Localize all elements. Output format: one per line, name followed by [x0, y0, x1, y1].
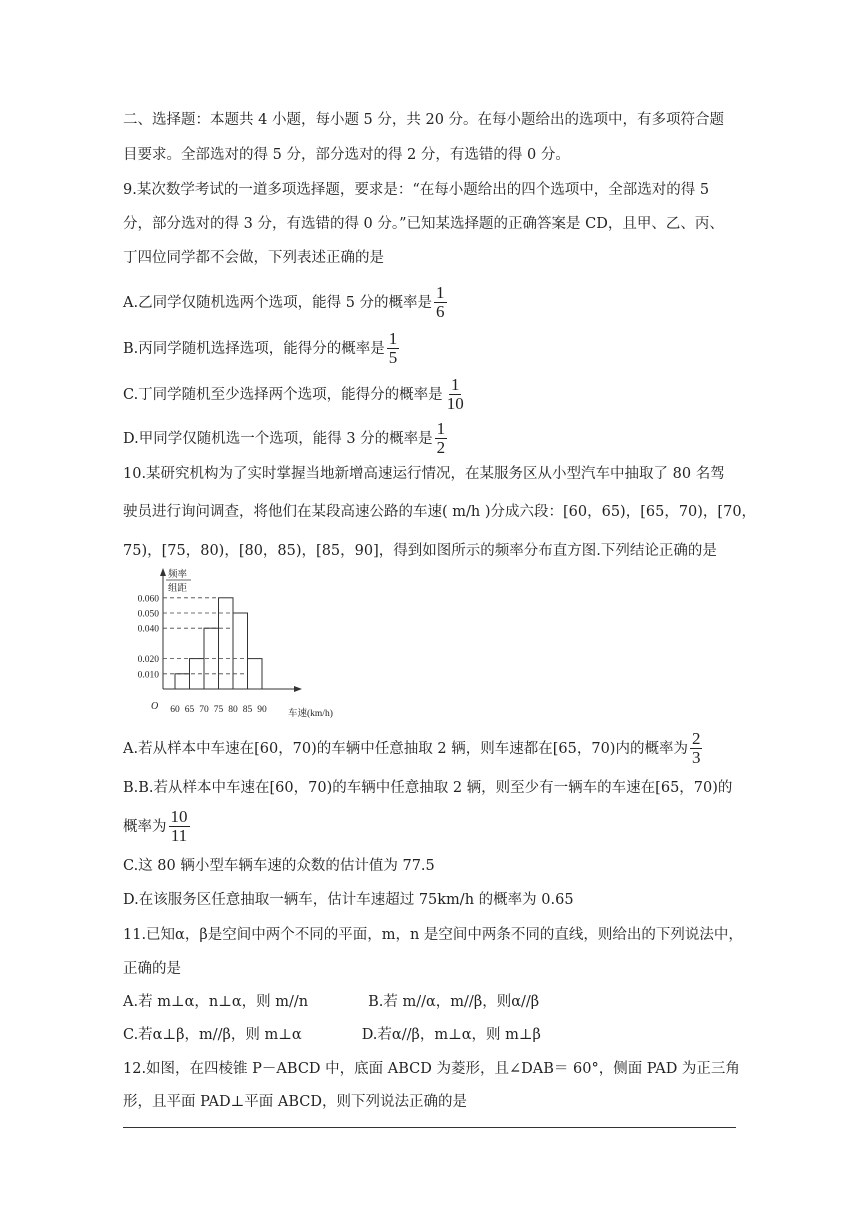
q9-option-d-fraction	[435, 420, 448, 457]
x-axis-label: 车速(km/h)	[288, 709, 333, 719]
q11-option-c: C.若α⊥β，m//β，则 m⊥α	[123, 1027, 302, 1043]
x-tick-label: 85	[242, 705, 253, 715]
q9-option-c	[123, 376, 466, 413]
histogram-bar	[175, 674, 190, 689]
q10-option-b-line-2	[123, 808, 190, 845]
q11-option-a: A.若 m⊥α，n⊥α，则 m//n	[123, 994, 309, 1010]
q10-option-b-line-1: B.B.若从样本中车速在[60，70)的车辆中任意抽取 2 辆，则至少有一辆车的车速在[65，70)的	[123, 780, 733, 796]
x-tick-label: 75	[213, 705, 224, 715]
q11-option-b: B.若 m//α，m//β，则α//β	[368, 994, 540, 1010]
q9-stem-line-3: 丁四位同学都不会做，下列表述正确的是	[123, 250, 384, 266]
fraction-denominator: 2	[436, 438, 446, 457]
fraction-denominator: 5	[388, 348, 398, 367]
fraction-numerator: 2	[691, 729, 701, 748]
q9-option-b-text: B.丙同学随机选择选项，能得分的概率是	[123, 340, 385, 357]
y-axis-label-top: 频率	[168, 570, 188, 580]
x-tick-label: 80	[228, 705, 238, 715]
q9-option-d	[123, 420, 447, 457]
histogram-bar	[248, 659, 263, 689]
q12-stem-line-2: 形，且平面 PAD⊥平面 ABCD，则下列说法正确的是	[123, 1094, 467, 1110]
q12-stem-line-1: 12.如图，在四棱锥 P－ABCD 中，底面 ABCD 为菱形，且∠DAB＝ 60°，侧面 PAD 为正三角	[123, 1061, 740, 1077]
section-header-line-1: 二、选择题：本题共 4 小题，每小题 5 分，共 20 分。在每小题给出的选项中，有多项符合题	[123, 112, 725, 128]
x-tick-label: 60	[170, 705, 180, 715]
q11-options-row-2	[123, 1025, 541, 1045]
q10-option-a	[123, 730, 702, 767]
fraction-denominator: 11	[170, 826, 188, 845]
origin-label: O	[151, 701, 159, 712]
x-tick-label: 70	[199, 705, 209, 715]
q10-option-a-text: A.若从样本中车速在[60，70)的车辆中任意抽取 2 辆，则车速都在[65，70)内的概率为	[123, 740, 688, 757]
q10-option-b-text: 概率为	[123, 818, 167, 835]
q9-option-c-text: C.丁同学随机至少选择两个选项，能得分的概率是	[123, 386, 443, 403]
q9-option-a	[123, 284, 447, 321]
fraction-denominator: 3	[691, 748, 701, 767]
y-tick-label: 0.010	[137, 670, 159, 681]
page-bottom-rule	[123, 1127, 736, 1128]
q9-stem-line-2: 分，部分选对的得 3 分，有选错的得 0 分。”已知某选择题的正确答案是 CD，且甲、乙、丙、	[123, 216, 724, 232]
fraction-denominator: 6	[436, 302, 445, 321]
fraction-numerator: 10	[170, 807, 188, 826]
y-axis-arrow	[160, 568, 166, 576]
y-axis-label-bottom: 组距	[168, 584, 188, 594]
fraction-numerator: 1	[436, 419, 446, 438]
q10-option-d: D.在该服务区任意抽取一辆车，估计车速超过 75km/h 的概率为 0.65	[123, 892, 574, 908]
q11-stem-line-1: 11.已知α，β是空间中两个不同的平面，m，n 是空间中两条不同的直线，则给出的下列说法中，	[123, 927, 743, 943]
frequency-histogram	[120, 562, 370, 722]
q11-option-d: D.若α//β，m⊥α，则 m⊥β	[361, 1027, 541, 1043]
histogram-bar	[233, 613, 248, 689]
q10-option-a-fraction	[690, 730, 703, 767]
q9-option-d-text: D.甲同学仅随机选一个选项，能得 3 分的概率是	[123, 430, 433, 447]
q10-stem-line-1: 10.某研究机构为了实时掌握当地新增高速运行情况，在某服务区从小型汽车中抽取了 80 名驾	[123, 466, 725, 482]
q11-options-row-1	[123, 992, 539, 1012]
q9-option-c-fraction	[445, 376, 466, 413]
q9-stem-line-1: 9.某次数学考试的一道多项选择题，要求是：“在每小题给出的四个选项中，全部选对的得 5	[123, 182, 710, 198]
y-tick-label: 0.050	[137, 609, 159, 620]
q10-stem-line-2: 驶员进行询问调查，将他们在某段高速公路的车速( m/h )分成六段：[60，65)，[65，70)，[70，	[123, 504, 757, 520]
x-tick-label: 65	[184, 705, 195, 715]
fraction-numerator: 1	[450, 375, 460, 394]
histogram-bar	[219, 598, 234, 689]
q10-option-b-fraction	[169, 808, 190, 845]
q9-option-a-text: A.乙同学仅随机选两个选项，能得 5 分的概率是	[123, 294, 433, 311]
q11-stem-line-2: 正确的是	[123, 961, 181, 977]
x-tick-label: 90	[257, 705, 267, 715]
y-tick-label: 0.040	[137, 624, 159, 635]
q10-stem-line-3: 75)，[75，80)，[80，85)，[85，90]，得到如图所示的频率分布直方图.下列结论正确的是	[123, 543, 717, 559]
section-header-line-2: 目要求。全部选对的得 5 分，部分选对的得 2 分，有选错的得 0 分。	[123, 147, 570, 163]
y-tick-label: 0.020	[137, 655, 159, 666]
y-tick-label: 0.060	[137, 594, 159, 605]
q9-option-b-fraction	[387, 330, 400, 367]
x-axis-arrow	[294, 686, 302, 692]
fraction-numerator: 1	[436, 283, 445, 302]
fraction-denominator: 10	[446, 394, 464, 413]
q9-option-a-fraction	[434, 284, 447, 321]
q10-option-c: C.这 80 辆小型车辆车速的众数的估计值为 77.5	[123, 858, 435, 874]
q9-option-b	[123, 330, 399, 367]
fraction-numerator: 1	[388, 329, 398, 348]
